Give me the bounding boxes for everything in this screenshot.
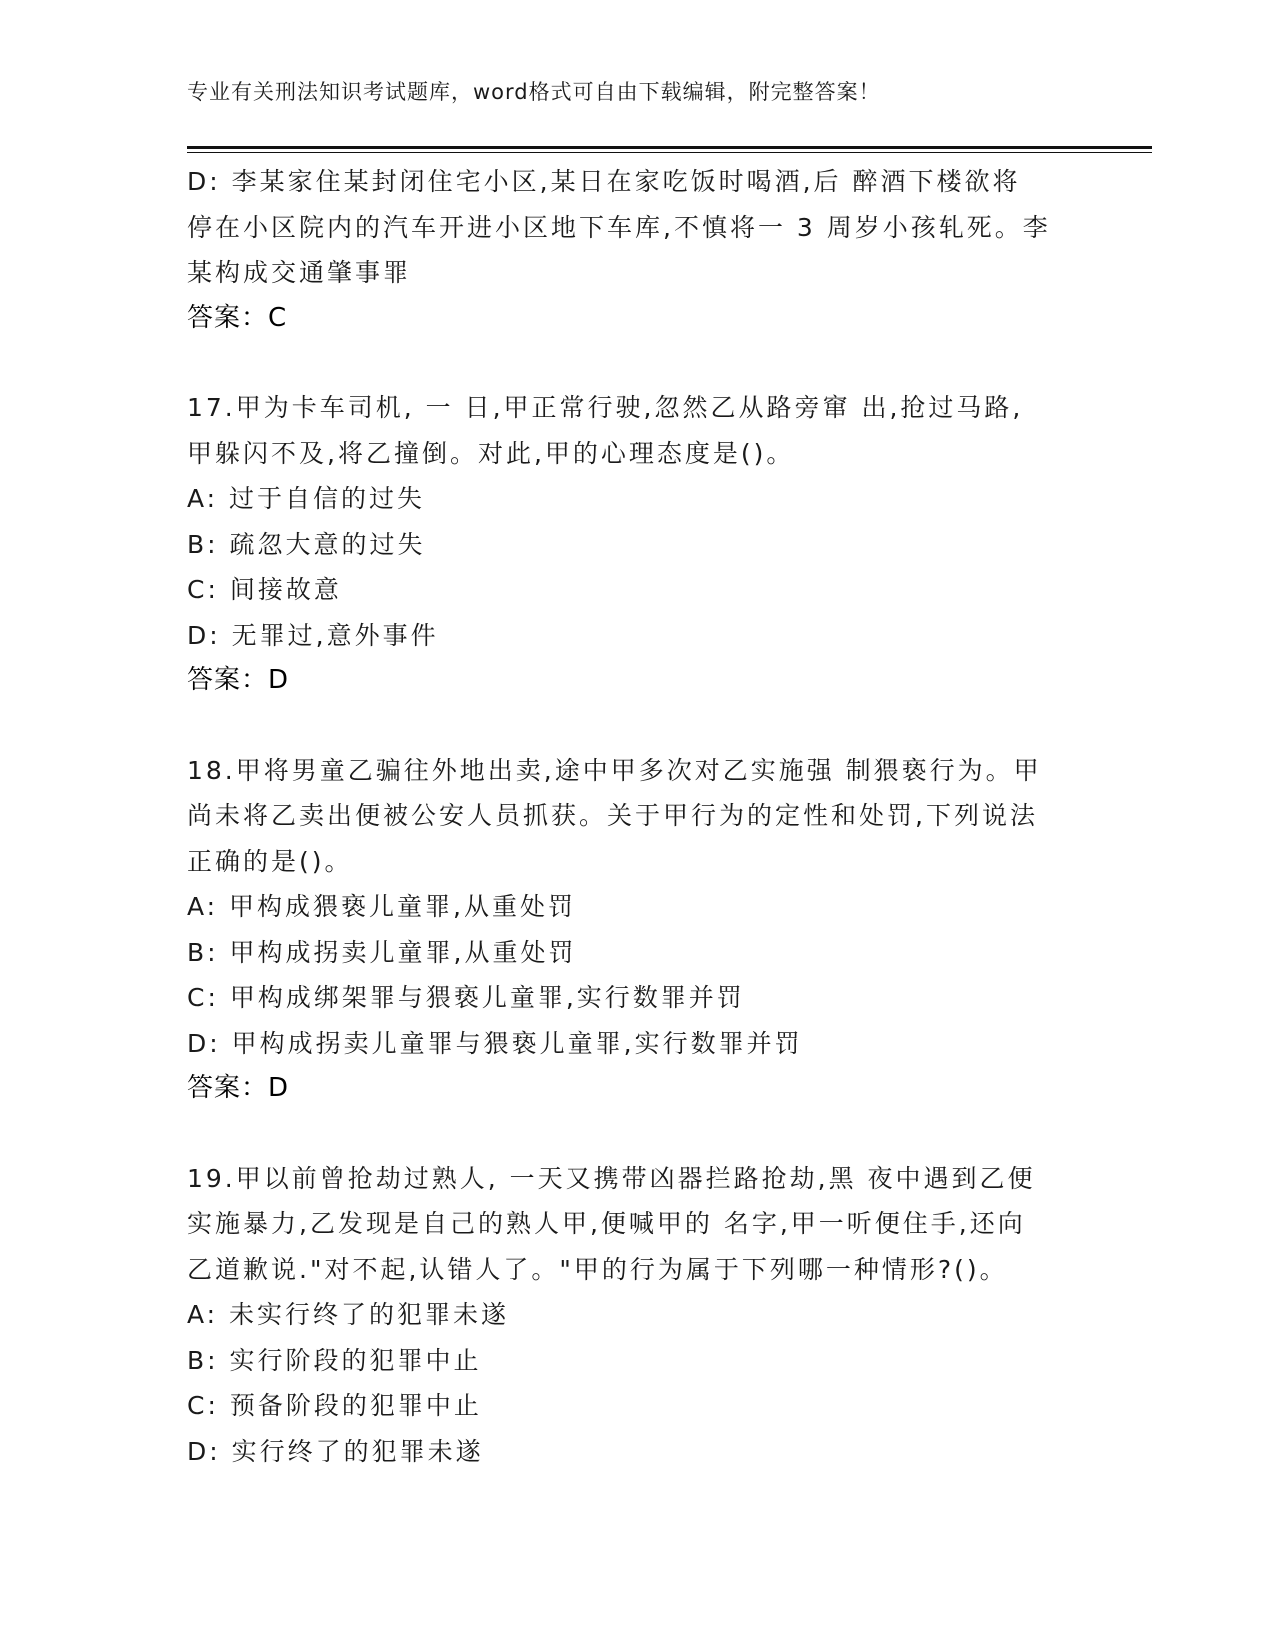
option-a: A: 甲构成猥亵儿童罪,从重处罚 (187, 892, 576, 921)
option-d: D: 无罪过,意外事件 (187, 620, 439, 650)
option-a: A: 未实行终了的犯罪未遂 (187, 1300, 510, 1329)
question-stem: 乙道歉说."对不起,认错人了。"甲的行为属于下列哪一种情形?()。 (187, 1254, 1008, 1284)
answer-label: 答案：C (187, 302, 288, 333)
question-stem: 甲躲闪不及,将乙撞倒。对此,甲的心理态度是()。 (187, 438, 795, 468)
option-c: C: 间接故意 (187, 575, 342, 604)
question-17 (187, 385, 1087, 704)
question-18 (187, 748, 1087, 1112)
question-stem: 实施暴力,乙发现是自己的熟人甲,便喊甲的 名字,甲一听便住手,还向 (187, 1209, 1026, 1238)
answer-label: 答案：D (187, 1073, 290, 1103)
question-19 (187, 1156, 1087, 1475)
option-d-line: 某构成交通肇事罪 (187, 258, 412, 287)
option-d: D: 甲构成拐卖儿童罪与猥亵儿童罪,实行数罪并罚 (187, 1028, 803, 1058)
question-stem: 18.甲将男童乙骗往外地出卖,途中甲多次对乙实施强 制猥亵行为。甲 (187, 755, 1042, 785)
header-rule-thin (187, 152, 1152, 153)
answer-label: 答案：D (187, 665, 290, 695)
option-b: B: 甲构成拐卖儿童罪,从重处罚 (187, 937, 577, 967)
option-c: C: 甲构成绑架罪与猥亵儿童罪,实行数罪并罚 (187, 983, 745, 1012)
question-content (187, 159, 1087, 1474)
option-c: C: 预备阶段的犯罪中止 (187, 1391, 482, 1420)
option-d-line: 停在小区院内的汽车开进小区地下车库,不慎将一 3 周岁小孩轧死。李 (187, 212, 1051, 242)
question-stem: 19.甲以前曾抢劫过熟人, 一天又携带凶器拦路抢劫,黑 夜中遇到乙便 (187, 1163, 1036, 1193)
page-header: 专业有关刑法知识考试题库，word格式可自由下载编辑，附完整答案！ (187, 80, 881, 104)
option-d: D: 实行终了的犯罪未遂 (187, 1436, 484, 1466)
spacer (187, 341, 1087, 385)
option-b: B: 实行阶段的犯罪中止 (187, 1345, 482, 1375)
spacer (187, 704, 1087, 748)
spacer (187, 1112, 1087, 1156)
question-stem: 正确的是()。 (187, 846, 353, 876)
question-stem: 尚未将乙卖出便被公安人员抓获。关于甲行为的定性和处罚,下列说法 (187, 801, 1038, 830)
question-stem: 17.甲为卡车司机, 一 日,甲正常行驶,忽然乙从路旁窜 出,抢过马路, (187, 393, 1024, 422)
prev-question-block (187, 159, 1087, 341)
header-rule-thick (187, 146, 1152, 149)
option-d-line: D: 李某家住某封闭住宅小区,某日在家吃饭时喝酒,后 醉酒下楼欲将 (187, 167, 1021, 196)
option-b: B: 疏忽大意的过失 (187, 529, 426, 559)
option-a: A: 过于自信的过失 (187, 484, 426, 513)
